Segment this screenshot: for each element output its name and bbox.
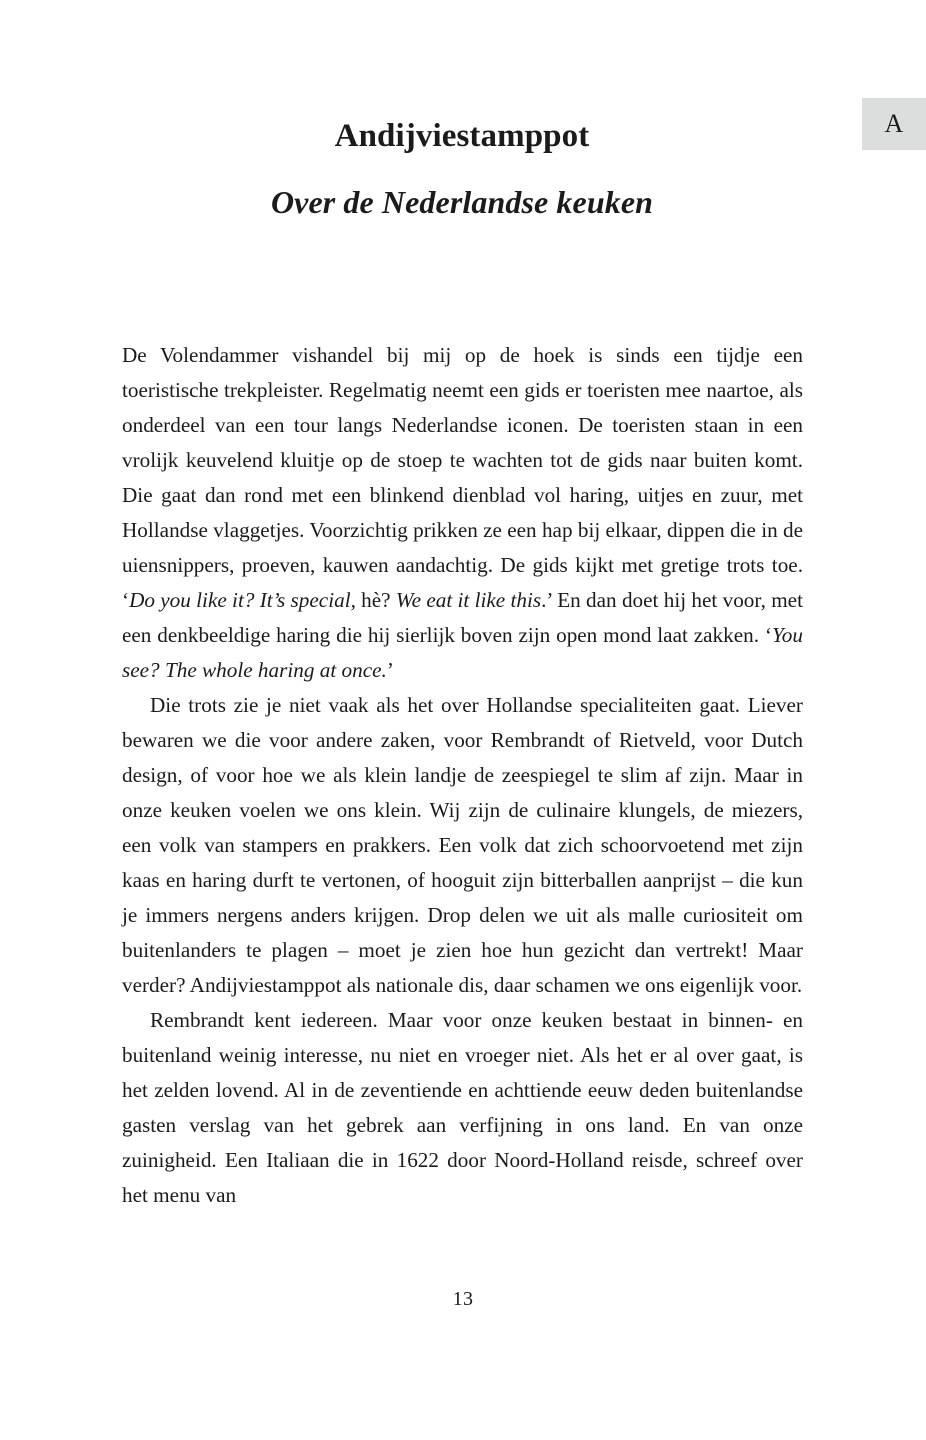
italic-quote-run: Do you like it? It’s special, (129, 588, 356, 612)
text-run: hè? (355, 588, 396, 612)
page-subtitle: Over de Nederlandse keuken (270, 183, 654, 220)
text-run: Rembrandt kent iedereen. Maar voor onze keuken bestaat in binnen- en buitenland weinig interesse, nu niet en vroeger niet. Als het er al over gaat, is het zelden lovend. Al in de zeventiende en achttiende eeuw deden buitenlandse gasten verslag van het gebrek aan verfijning in ons land. En van onze zuinigheid. Een Italiaan die in (122, 1008, 803, 1172)
body-paragraph (122, 338, 803, 688)
body-text-column (122, 338, 803, 1213)
text-run: .’ En dan doet hij het voor, met een denkbeeldige haring die hij sierlijk boven zijn open mond laat zakken. ‘ (122, 588, 803, 647)
thumb-index-letter: A (884, 109, 904, 138)
chapter-heading-block (122, 118, 802, 221)
text-run: De Volendammer vishandel bij mij op de hoek is sinds een tijdje een toeristische trekpleister. Regelmatig neemt een gids er toeristen mee naartoe, als onderdeel van een tour langs Nederlandse iconen. De toeristen staan in een vrolijk keuvelend kluitje op de stoep te wachten tot de gids naar buiten komt. Die gaat dan rond met een blinkend dienblad vol haring, uitjes en zuur, met Hollandse vlaggetjes. Voorzichtig prikken ze een hap bij elkaar, dippen die in de uiensnippers, proeven, kauwen aandachtig. De gids kijkt met gretige trots toe. ‘ (122, 343, 803, 612)
page-title: Andijviestamppot (334, 118, 590, 154)
body-paragraph (122, 688, 803, 1003)
thumb-index-tab (862, 98, 926, 150)
text-run: ’ (386, 658, 394, 682)
body-paragraph (122, 1003, 803, 1213)
page-number: 13 (452, 1288, 474, 1310)
year-figure: 1622 (396, 1148, 439, 1172)
text-run: Die trots zie je niet vaak als het over Hollandse specialiteiten gaat. Liever bewaren we die voor andere zaken, voor Rembrandt of Rietveld, voor Dutch design, of voor hoe we als klein landje de zeespiegel te slim af zijn. Maar in onze keuken voelen we ons klein. Wij zijn de culinaire klungels, de miezers, een volk van stampers en prakkers. Een volk dat zich schoorvoetend met zijn kaas en haring durft te vertonen, of hooguit zijn bitterballen aanprijst – die kun je immers nergens anders krijgen. Drop delen we uit als malle curiositeit om buitenlanders te plagen – moet je zien hoe hun gezicht dan vertrekt! Maar verder? Andijviestamppot als nationale dis, daar schamen we ons eigenlijk voor. (122, 693, 803, 997)
italic-quote-run: You see? The whole haring at once. (122, 623, 803, 682)
text-run: door Noord-Holland reisde, schreef over het menu van (122, 1148, 803, 1207)
italic-quote-run: We eat it like this (395, 588, 542, 612)
